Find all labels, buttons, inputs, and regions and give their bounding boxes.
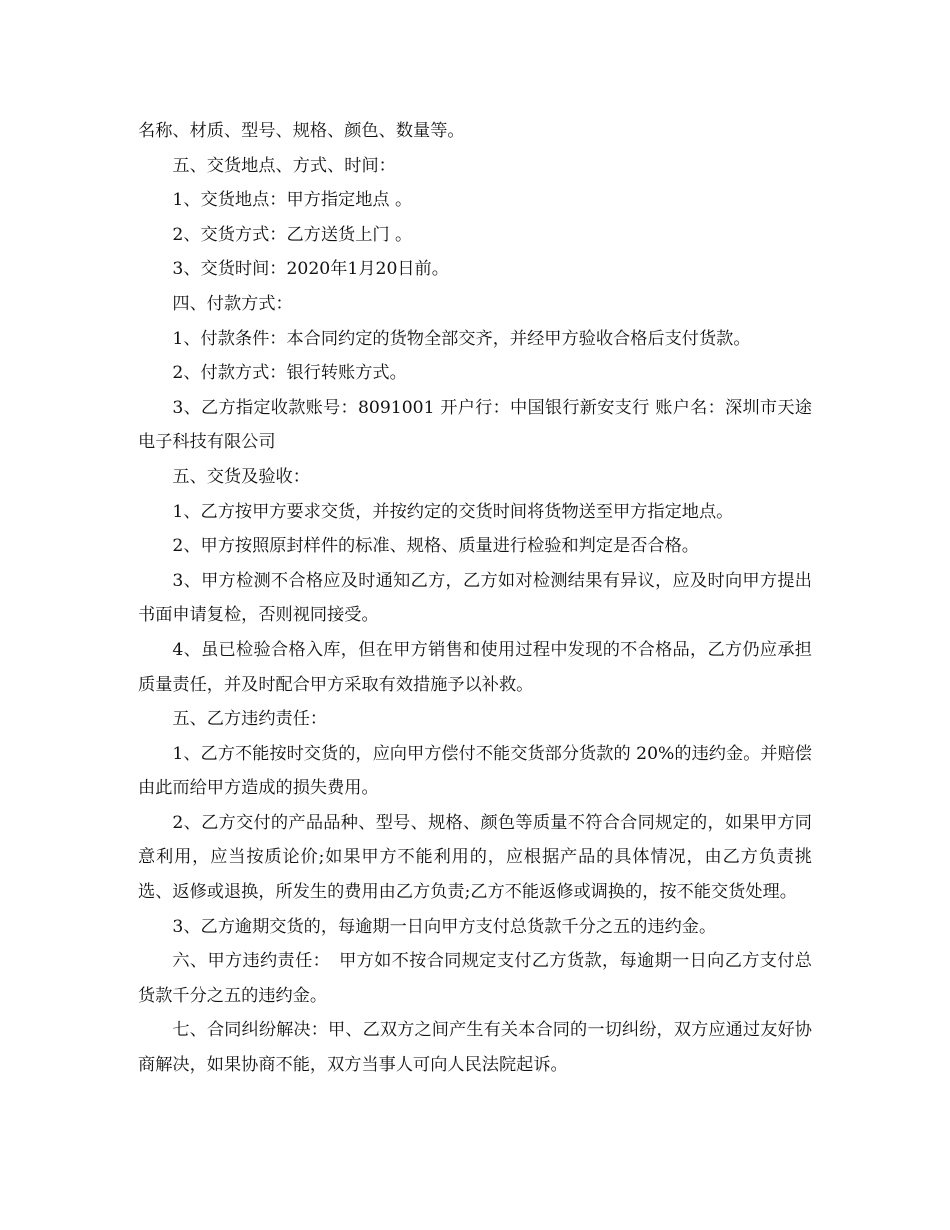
paragraph-16: 1、乙方不能按时交货的，应向甲方偿付不能交货部分货款的 20%的违约金。并赔偿由此而给甲方造成的损失费用。 [138,743,812,799]
paragraph-1: 名称、材质、型号、规格、颜色、数量等。 [138,121,465,141]
document-page [138,114,812,1083]
paragraph-20: 七、合同纠纷解决：甲、乙双方之间产生有关本合同的一切纠纷，双方应通过友好协商解决，如果协商不能，双方当事人可向人民法院起诉。 [138,1020,812,1076]
paragraph-6: 四、付款方式： [172,293,293,314]
paragraph-11: 1、乙方按甲方要求交货，并按约定的交货时间将货物送至甲方指定地点。 [172,501,734,522]
paragraph-4: 2、交货方式：乙方送货上门 。 [172,224,413,245]
paragraph-3: 1、交货地点：甲方指定地点 。 [172,190,413,211]
paragraph-17: 2、乙方交付的产品品种、型号、规格、颜色等质量不符合合同规定的，如果甲方同意利用，应当按质论价;如果甲方不能利用的，应根据产品的具体情况，由乙方负责挑选、返修或退换，所发生的费用由乙方负责;乙方不能返修或调换的，按不能交货处理。 [138,812,812,903]
paragraph-2: 五、交货地点、方式、时间： [172,155,396,176]
paragraph-8: 2、付款方式：银行转账方式。 [172,363,407,384]
paragraph-9: 3、乙方指定收款账号：8091001 开户行：中国银行新安支行 账户名：深圳市天途电子科技有限公司 [138,397,812,453]
paragraph-15: 五、乙方违约责任： [172,709,328,730]
paragraph-10: 五、交货及验收： [172,466,310,487]
paragraph-13: 3、甲方检测不合格应及时通知乙方，乙方如对检测结果有异议，应及时向甲方提出书面申请复检，否则视同接受。 [138,570,812,626]
paragraph-7: 1、付款条件：本合同约定的货物全部交齐，并经甲方验收合格后支付货款。 [172,328,751,349]
paragraph-18: 3、乙方逾期交货的，每逾期一日向甲方支付总货款千分之五的违约金。 [172,916,717,937]
paragraph-5: 3、交货时间：2020年1月20日前。 [172,259,449,280]
paragraph-12: 2、甲方按照原封样件的标准、规格、质量进行检验和判定是否合格。 [172,536,699,557]
paragraph-14: 4、虽已检验合格入库，但在甲方销售和使用过程中发现的不合格品，乙方仍应承担质量责任，并及时配合甲方采取有效措施予以补救。 [138,639,812,695]
paragraph-19: 六、甲方违约责任： 甲方如不按合同规定支付乙方货款，每逾期一日向乙方支付总货款千分之五的违约金。 [138,951,812,1006]
